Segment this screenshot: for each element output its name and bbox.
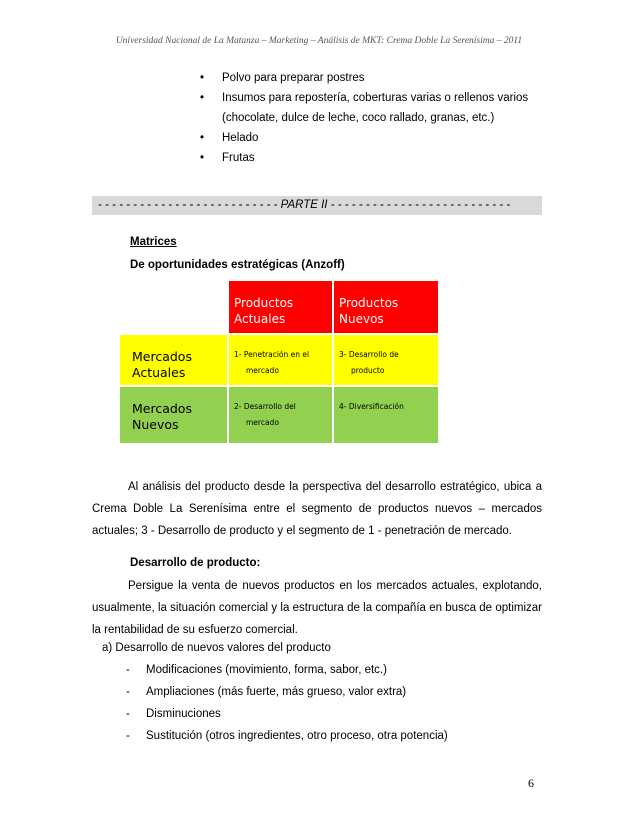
bullet-list — [200, 68, 560, 168]
header-line: Productos — [339, 296, 399, 310]
row-header-mercados-actuales — [120, 335, 227, 385]
row-label-line: Nuevos — [132, 417, 179, 432]
cell-penetracion-mercado — [229, 335, 332, 385]
dash-marker: - — [126, 730, 130, 742]
ansoff-matrix-title: De oportunidades estratégicas (Anzoff) — [130, 259, 345, 271]
running-header: Universidad Nacional de La Matanza – Marketing – Análisis de MKT: Crema Doble La Serenísima – 2011 — [115, 36, 523, 46]
list-item — [124, 725, 448, 747]
list-item-text: Modificaciones (movimiento, forma, sabor, etc.) — [146, 664, 387, 676]
analysis-paragraph: Al análisis del producto desde la perspectiva del desarrollo estratégico, ubica a Crema Doble La Serenísima entre el segmento de productos nuevos – mercados actuales; 3 - Desarrollo de producto y el segmento de 1 - penetración de mercado. — [92, 481, 542, 537]
cell-line: 1- Penetración en el — [234, 350, 310, 359]
list-item — [124, 659, 448, 681]
cell-desarrollo-producto — [334, 335, 438, 385]
list-item — [124, 703, 448, 725]
list-item-text: Sustitución (otros ingredientes, otro proceso, otra potencia) — [146, 730, 448, 742]
cell-line: producto — [351, 366, 385, 375]
list-item-text: Helado — [222, 132, 259, 144]
cell-line: 2- Desarrollo del — [234, 402, 296, 411]
bullet-marker: • — [200, 152, 205, 164]
list-item-text: Disminuciones — [146, 708, 221, 720]
cell-line: 3- Desarrollo de — [339, 350, 399, 359]
row-label-line: Actuales — [132, 365, 186, 380]
list-item-text: Frutas — [222, 152, 255, 164]
dash-marker: - — [126, 686, 130, 698]
header-line: Actuales — [234, 312, 286, 326]
section-title-matrices: Matrices — [130, 236, 177, 248]
row-label-line: Mercados — [132, 401, 192, 416]
list-item — [200, 88, 560, 108]
list-item — [200, 148, 560, 168]
header-line: Nuevos — [339, 312, 384, 326]
cell-line: 4- Diversificación — [339, 402, 404, 411]
list-item — [200, 128, 560, 148]
list-item — [200, 68, 560, 88]
col-header-productos-nuevos — [334, 281, 438, 333]
list-item-text: Polvo para preparar postres — [222, 72, 365, 84]
bullet-marker: • — [200, 72, 205, 84]
list-item-text: Insumos para repostería, coberturas varias o rellenos varios — [222, 92, 529, 104]
list-item-continuation: (chocolate, dulce de leche, coco rallado, granas, etc.) — [222, 112, 495, 124]
dash-marker: - — [126, 664, 130, 676]
dash-marker: - — [126, 708, 130, 720]
desarrollo-producto-title: Desarrollo de producto: — [130, 557, 261, 569]
cell-desarrollo-mercado — [229, 387, 332, 443]
header-line: Productos — [234, 296, 294, 310]
page-number: 6 — [528, 776, 534, 790]
list-item-text: Ampliaciones (más fuerte, más grueso, valor extra) — [146, 686, 407, 698]
list-item — [124, 681, 448, 703]
col-header-productos-actuales — [229, 281, 332, 333]
bullet-marker: • — [200, 92, 205, 104]
dash-list — [124, 659, 448, 747]
row-header-mercados-nuevos — [120, 387, 227, 443]
list-item-a: a) Desarrollo de nuevos valores del producto — [102, 642, 331, 654]
cell-diversificacion — [334, 387, 438, 443]
section-divider-parte-ii: - - - - - - - - - - - - - - - - - - - - - - - - - - PARTE II - - - - - - - - - - - - - - - - - - - - - - - - - - — [92, 196, 542, 215]
desarrollo-producto-paragraph: Persigue la venta de nuevos productos en los mercados actuales, explotando, usualmente, la situación comercial y la estructura de la compañía en busca de optimizar la rentabilidad de su esfuerzo comercial. — [92, 580, 542, 636]
row-label-line: Mercados — [132, 349, 192, 364]
bullet-marker: • — [200, 132, 205, 144]
cell-line: mercado — [246, 418, 279, 427]
cell-line: mercado — [246, 366, 279, 375]
